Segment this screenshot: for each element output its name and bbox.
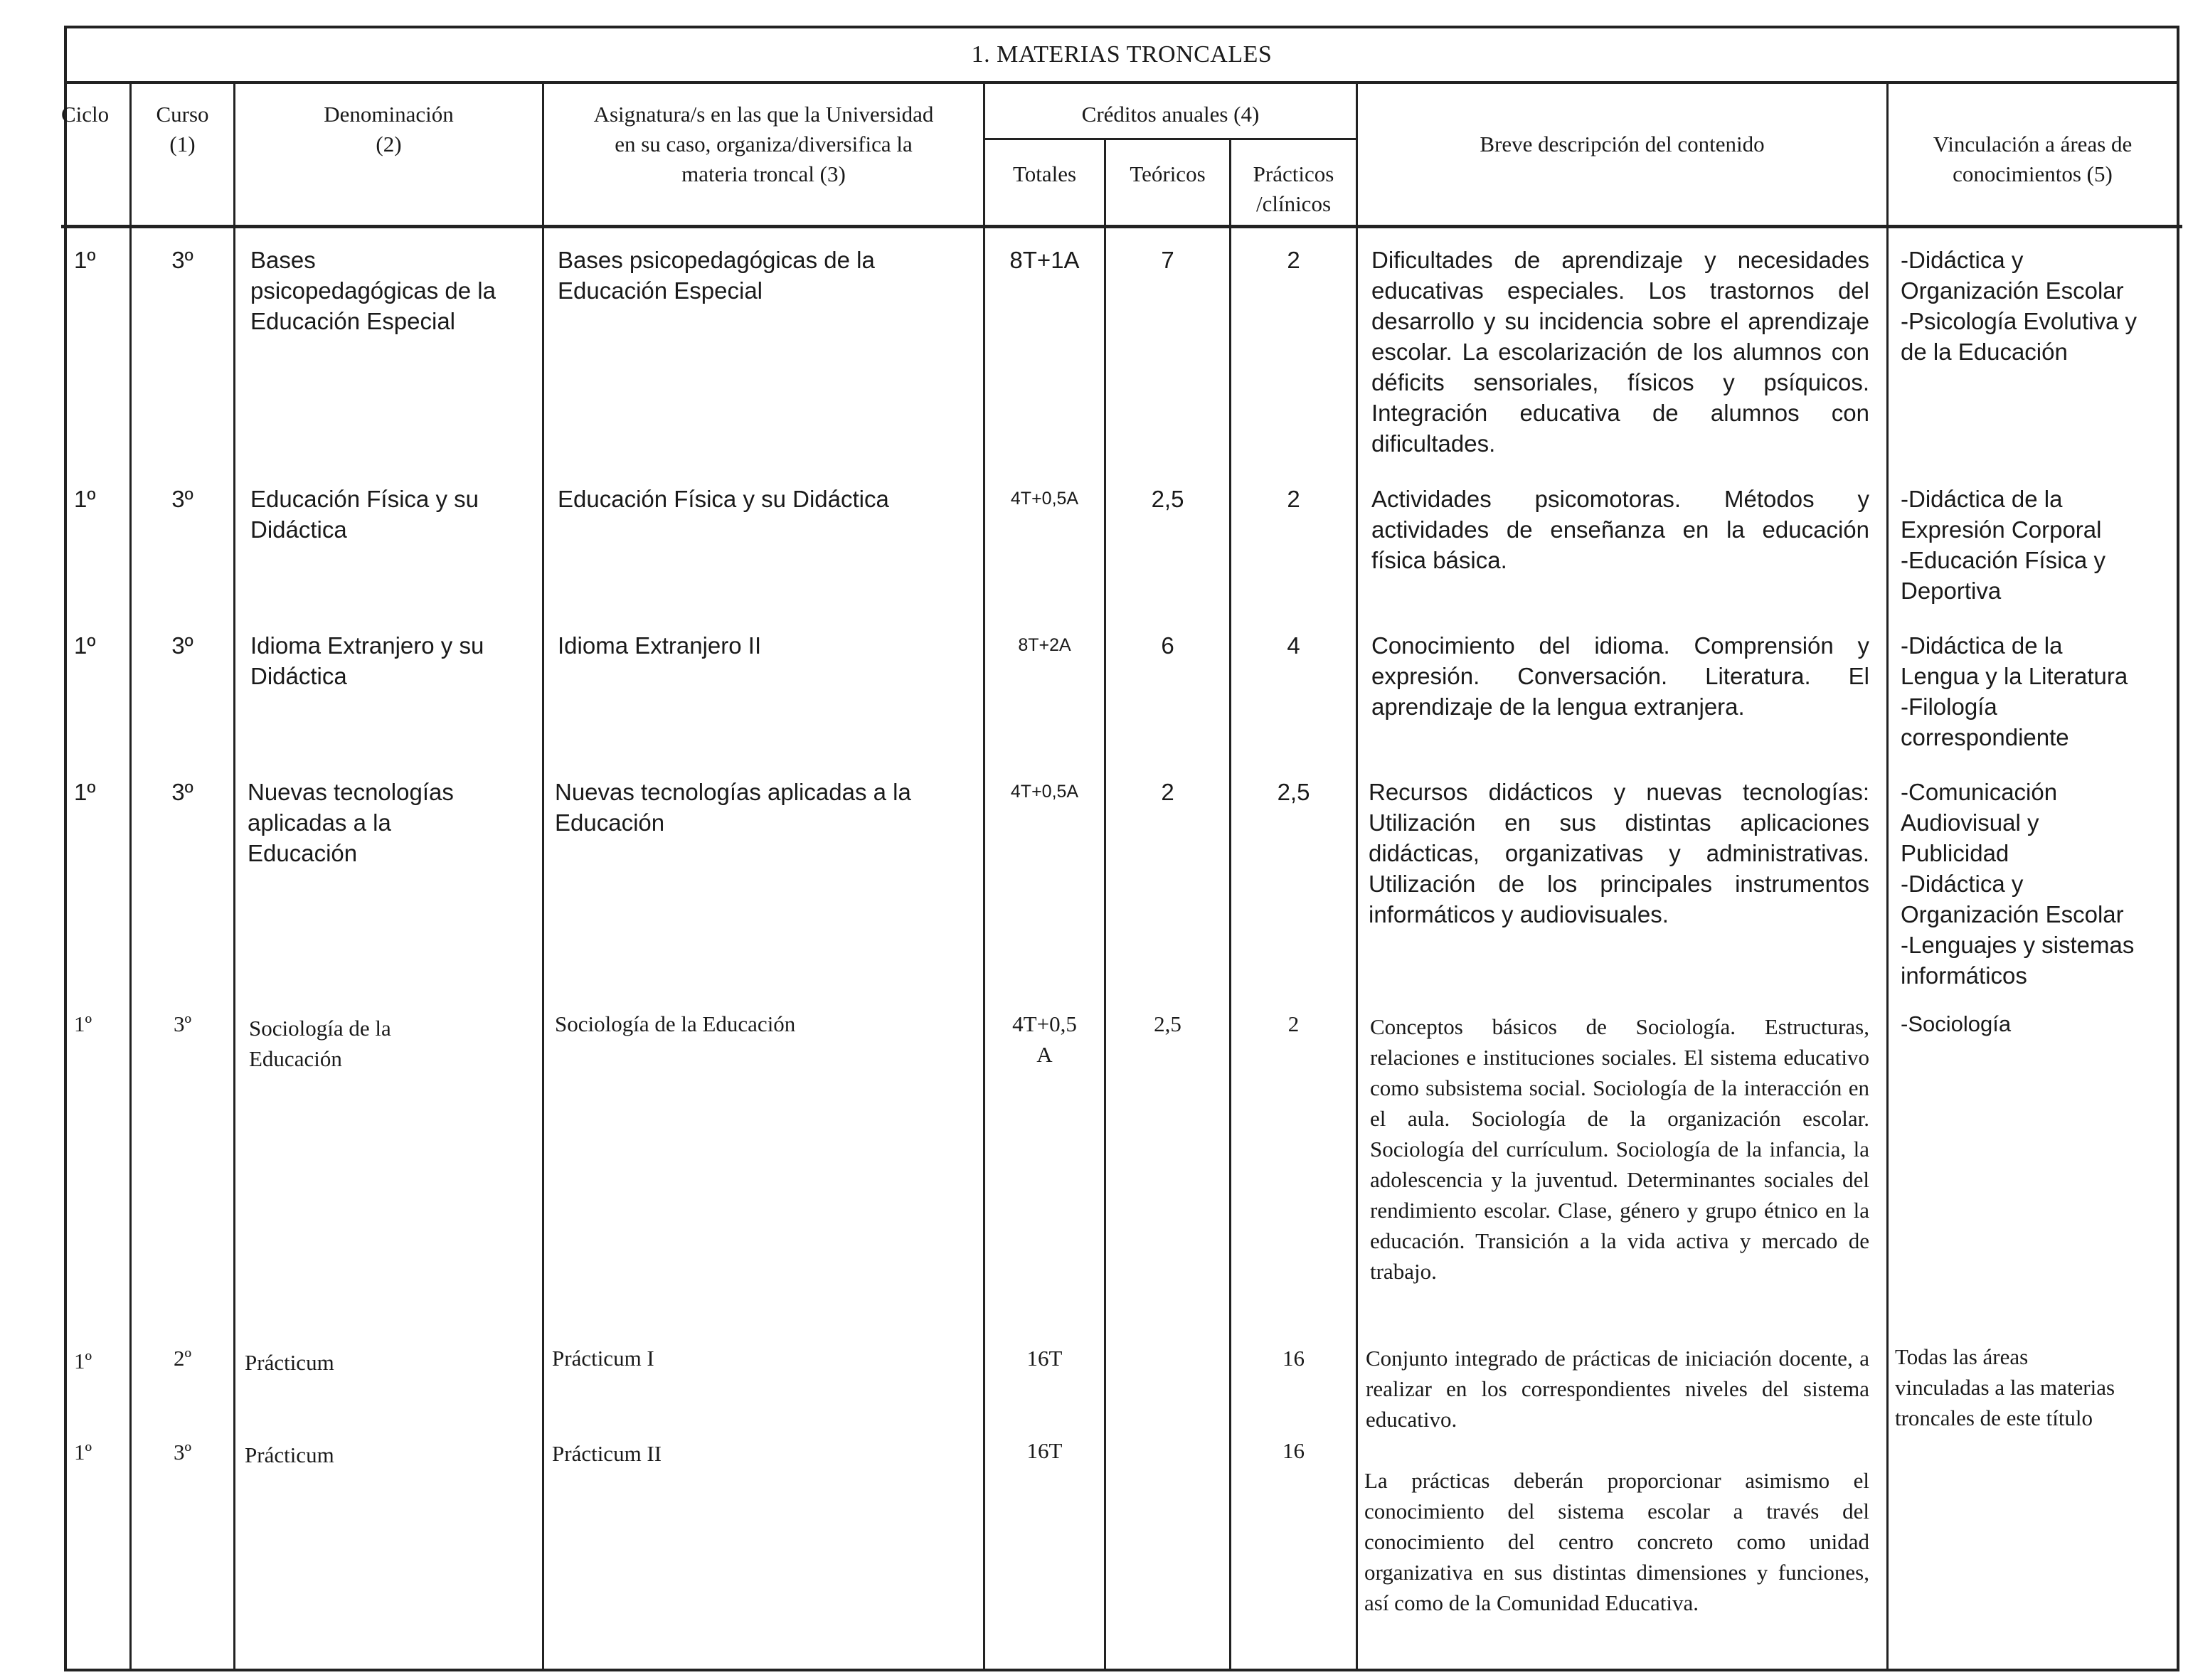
cell-denominacion: Bases psicopedagógicas de la Educación Especial — [250, 247, 496, 334]
column-divider — [129, 84, 132, 1671]
cell-asignatura: Sociología de la Educación — [555, 1011, 796, 1036]
cell-ciclo: 1º — [74, 1440, 92, 1464]
header-creditos: Créditos anuales (4) — [1081, 102, 1260, 127]
cell-ciclo: 1º — [74, 1011, 92, 1036]
cell-denominacion: Idioma Extranjero y su Didáctica — [250, 632, 484, 689]
cell-vinculacion: -Didáctica y Organización Escolar -Psicología Evolutiva y de la Educación — [1901, 247, 2137, 365]
cell-totales: 16T — [1026, 1438, 1063, 1463]
cell-denominacion: Prácticum — [245, 1442, 334, 1467]
cell-teoricos: 2 — [1161, 779, 1174, 805]
column-divider — [983, 84, 985, 1671]
cell-vinculacion: -Sociología — [1901, 1011, 2012, 1036]
header-vinculacion: Vinculación a áreas de conocimientos (5) — [1933, 132, 2133, 186]
column-divider — [233, 84, 235, 1671]
cell-totales: 16T — [1026, 1346, 1063, 1371]
cell-practicos: 2 — [1287, 1011, 1300, 1036]
cell-denominacion: Educación Física y su Didáctica — [250, 486, 479, 543]
header-curso: Curso (1) — [156, 102, 209, 156]
cell-teoricos: 2,5 — [1151, 486, 1184, 512]
cell-practicos: 16 — [1282, 1438, 1305, 1463]
cell-curso: 2º — [173, 1346, 192, 1371]
cell-ciclo: 1º — [74, 1349, 92, 1373]
cell-vinculacion: Todas las áreas vinculadas a las materias troncales de este título — [1895, 1344, 2115, 1430]
credits-header-divider — [983, 138, 1356, 140]
cell-descripcion: Conocimiento del idioma. Comprensión y expresión. Conversación. Literatura. El aprendizaje de la lengua extranjera. — [1371, 632, 1869, 720]
column-divider — [1356, 84, 1358, 1671]
cell-totales: 4T+0,5 A — [1012, 1011, 1077, 1067]
cell-asignatura: Nuevas tecnologías aplicadas a la Educación — [555, 779, 911, 836]
cell-curso: 3º — [171, 247, 193, 273]
cell-descripcion: Dificultades de aprendizaje y necesidades educativas especiales. Los trastornos del desarrollo y su incidencia sobre el aprendizaje escolar. La escolarización de los alumnos con déficits sensoriales, físicos y psíquicos. Integración educativa de alumnos con dificultades. — [1371, 247, 1869, 457]
cell-curso: 3º — [171, 486, 193, 512]
cell-curso: 3º — [173, 1011, 192, 1036]
cell-asignatura: Prácticum II — [552, 1441, 662, 1466]
cell-ciclo: 1º — [74, 632, 96, 659]
header-bottom-rule — [61, 225, 2182, 228]
cell-practicos: 2,5 — [1277, 779, 1310, 805]
cell-practicos: 4 — [1287, 632, 1300, 659]
cell-asignatura: Bases psicopedagógicas de la Educación Especial — [558, 247, 875, 304]
cell-practicos: 16 — [1282, 1346, 1305, 1371]
cell-denominacion: Sociología de la Educación — [249, 1016, 391, 1071]
header-ciclo: Ciclo — [61, 102, 110, 127]
cell-ciclo: 1º — [74, 247, 96, 273]
cell-denominacion: Prácticum — [245, 1350, 334, 1375]
cell-vinculacion: -Didáctica de la Lengua y la Literatura -Filología correspondiente — [1901, 632, 2128, 750]
cell-curso: 3º — [173, 1440, 192, 1464]
cell-descripcion: Conjunto integrado de prácticas de iniciación docente, a realizar en los correspondientes niveles del sistema educativo. — [1366, 1346, 1869, 1432]
header-denominacion: Denominación (2) — [324, 102, 454, 156]
cell-descripcion: Conceptos básicos de Sociología. Estructuras, relaciones e instituciones sociales. El sistema educativo como subsistema social. Sociología de la interacción en el aula. Sociología de la organización escolar. Sociología del currículum. Sociología de la infancia, la adolescencia y la juventud. Determinantes sociales del rendimiento escolar. Clase, género y grupo étnico en la educación. Transición a la vida activa y mercado de trabajo. — [1370, 1014, 1869, 1284]
cell-teoricos: 7 — [1161, 247, 1174, 273]
table-title: 1. MATERIAS TRONCALES — [64, 26, 2179, 84]
cell-curso: 3º — [171, 779, 193, 805]
cell-denominacion: Nuevas tecnologías aplicadas a la Educación — [248, 779, 454, 866]
cell-asignatura: Educación Física y su Didáctica — [558, 486, 889, 512]
cell-totales: 4T+0,5A — [1010, 782, 1079, 802]
cell-teoricos: 6 — [1161, 632, 1174, 659]
header-descripcion: Breve descripción del contenido — [1480, 132, 1765, 156]
cell-practicos: 2 — [1287, 486, 1300, 512]
column-divider — [542, 84, 544, 1671]
header-asignaturas: Asignatura/s en las que la Universidad en su caso, organiza/diversifica la materia troncal (3) — [593, 102, 934, 186]
cell-teoricos: 2,5 — [1154, 1011, 1181, 1036]
cell-asignatura: Idioma Extranjero II — [558, 632, 762, 659]
cell-descripcion: La prácticas deberán proporcionar asimismo el conocimiento del sistema escolar a través del conocimiento del centro concreto como unidad organizativa en sus distintas dimensiones y funciones, así como de la Comunidad Educativa. — [1364, 1468, 1869, 1615]
cell-totales: 8T+2A — [1018, 635, 1071, 655]
header-totales: Totales — [1012, 161, 1077, 186]
cell-practicos: 2 — [1287, 247, 1300, 273]
cell-curso: 3º — [171, 632, 193, 659]
cell-ciclo: 1º — [74, 486, 96, 512]
cell-descripcion: Recursos didácticos y nuevas tecnologías: Utilización en sus distintas aplicaciones didácticas, organizativas y administrativas. Utilización de los principales instrumentos informáticos y audiovisuales. — [1369, 779, 1869, 927]
cell-descripcion: Actividades psicomotoras. Métodos y actividades de enseñanza en la educación física básica. — [1371, 486, 1869, 573]
column-divider — [1104, 138, 1106, 1671]
cell-asignatura: Prácticum I — [552, 1346, 654, 1371]
cell-vinculacion: -Didáctica de la Expresión Corporal -Educación Física y Deportiva — [1901, 486, 2105, 604]
cell-vinculacion: -Comunicación Audiovisual y Publicidad -Didáctica y Organización Escolar -Lenguajes y sistemas informáticos — [1901, 779, 2135, 989]
column-divider — [1886, 84, 1889, 1671]
cell-totales: 4T+0,5A — [1010, 489, 1079, 509]
header-practicos: Prácticos /clínicos — [1253, 161, 1334, 216]
cell-ciclo: 1º — [74, 779, 96, 805]
cell-totales: 8T+1A — [1009, 247, 1080, 273]
header-teoricos: Teóricos — [1130, 161, 1206, 186]
